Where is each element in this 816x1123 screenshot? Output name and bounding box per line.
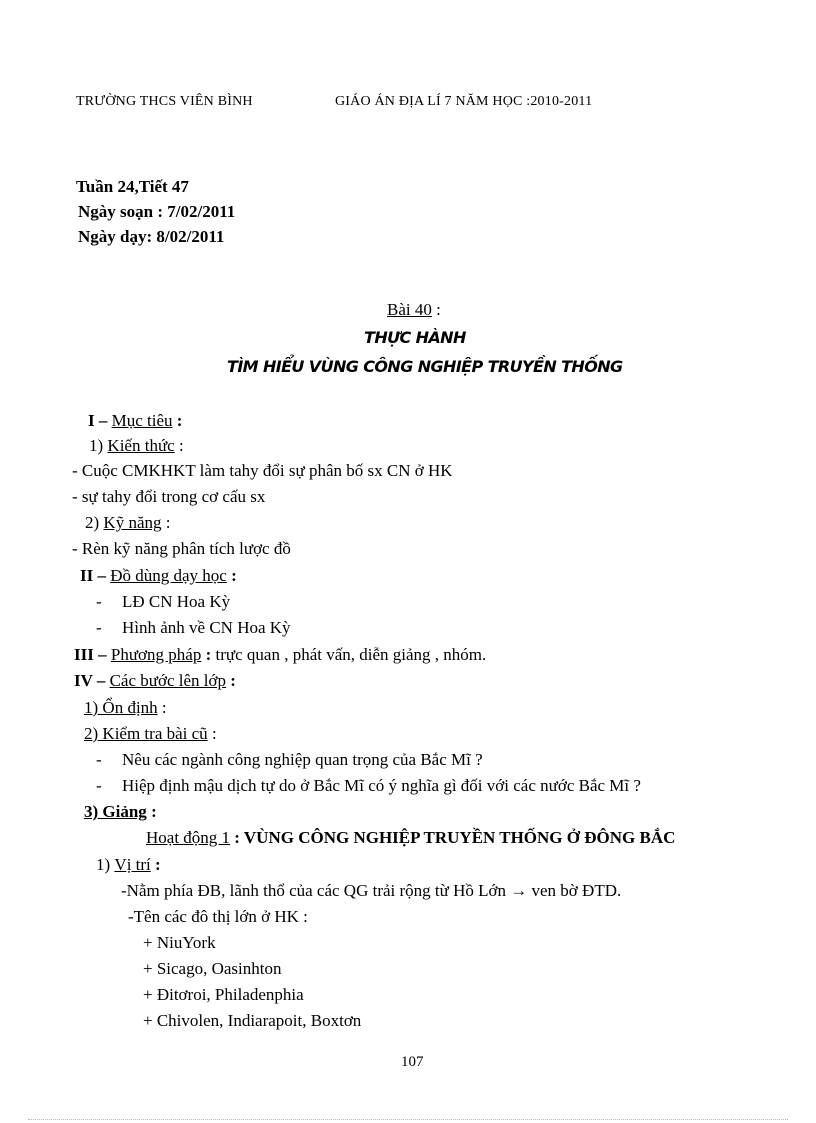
section-3-line xyxy=(74,645,486,665)
step-3 xyxy=(84,802,157,822)
section-3-title: Phương pháp xyxy=(110,645,202,664)
lesson-colon: : xyxy=(431,300,441,319)
skills-colon: : xyxy=(161,513,171,532)
city-item-1: + NiuYork xyxy=(143,933,216,952)
step-2 xyxy=(84,724,217,744)
skills-heading xyxy=(85,513,170,533)
review-question: - Nêu các ngành công nghiệp quan trọng của Bắc Mĩ ? xyxy=(96,750,483,769)
lesson-label: Bài 40 xyxy=(387,300,432,319)
knowledge-heading xyxy=(89,436,184,456)
section-3-number: III – xyxy=(74,645,107,664)
step-1-title: 1) Ổn định xyxy=(84,698,158,717)
title-line-1: THỰC HÀNH xyxy=(364,328,466,347)
section-1-number: I – xyxy=(88,411,108,430)
position-title: Vị trí xyxy=(114,855,151,874)
activity-1-label: Hoạt động 1 xyxy=(146,828,231,847)
page-number: 107 xyxy=(401,1054,424,1070)
knowledge-item-1: - Cuộc CMKHKT làm tahy đổi sự phân bố sx CN ở HK xyxy=(72,461,453,480)
review-question-2: Hiệp định mậu dịch tự do ở Bắc Mĩ có ý nghĩa gì đối với các nước Bắc Mĩ ? xyxy=(122,776,641,795)
section-1-title: Mục tiêu xyxy=(111,411,173,430)
knowledge-item-2: - sự tahy đổi trong cơ cấu sx xyxy=(72,487,266,506)
section-4-title: Các bước lên lớp xyxy=(109,671,227,690)
knowledge-number: 1) xyxy=(89,436,104,455)
review-question-1: Nêu các ngành công nghiệp quan trọng của Bắc Mĩ ? xyxy=(122,750,483,769)
section-2-number: II – xyxy=(80,566,106,585)
lesson-plan-title: GIÁO ÁN ĐỊA LÍ 7 NĂM HỌC :2010-2011 xyxy=(335,94,593,109)
section-2-colon: : xyxy=(226,566,237,585)
knowledge-title: Kiến thức xyxy=(107,436,175,455)
review-question: - Hiệp định mậu dịch tự do ở Bắc Mĩ có ý nghĩa gì đối với các nước Bắc Mĩ ? xyxy=(96,776,641,795)
city-item-2: + Sicago, Oasinhton xyxy=(143,959,282,978)
step-2-title: 2) Kiểm tra bài cũ xyxy=(84,724,208,743)
week-period: Tuần 24,Tiết 47 xyxy=(76,177,189,196)
step-1-colon: : xyxy=(157,698,167,717)
city-item-3: + Đitơroi, Philadenphia xyxy=(143,985,304,1004)
school-name: TRƯỜNG THCS VIÊN BÌNH xyxy=(76,94,253,109)
section-2-heading xyxy=(80,566,237,586)
materials-item-1: LĐ CN Hoa Kỳ xyxy=(122,592,231,611)
section-4-colon: : xyxy=(226,671,236,690)
step-3-colon: : xyxy=(146,802,157,821)
title-line-2: TÌM HIỂU VÙNG CÔNG NGHIỆP TRUYỀN THỐNG xyxy=(227,357,623,376)
position-heading xyxy=(96,855,161,875)
skills-item-1: - Rèn kỹ năng phân tích lược đồ xyxy=(72,539,291,558)
page-bottom-border xyxy=(28,1119,788,1120)
section-4-number: IV – xyxy=(74,671,106,690)
step-2-colon: : xyxy=(207,724,217,743)
date-prepared: Ngày soạn : 7/02/2011 xyxy=(78,202,236,221)
section-2-title: Đồ dùng dạy học xyxy=(110,566,227,585)
lesson-number xyxy=(387,300,441,320)
section-3-text: trực quan , phát vấn, diễn giảng , nhóm. xyxy=(211,645,487,664)
step-1 xyxy=(84,698,167,718)
position-colon: : xyxy=(150,855,161,874)
section-1-heading xyxy=(88,411,182,431)
knowledge-colon: : xyxy=(174,436,184,455)
section-4-heading xyxy=(74,671,236,691)
activity-1-heading xyxy=(146,828,675,848)
step-3-title: 3) Giảng xyxy=(84,802,147,821)
position-text: -Nằm phía ĐB, lãnh thổ của các QG trải rộng từ Hồ Lớn → ven bờ ĐTD. xyxy=(121,881,622,900)
skills-number: 2) xyxy=(85,513,100,532)
skills-title: Kỹ năng xyxy=(103,513,162,532)
cities-intro: -Tên các đô thị lớn ở HK : xyxy=(128,907,308,926)
materials-item: - Hình ảnh về CN Hoa Kỳ xyxy=(96,618,291,637)
section-1-colon: : xyxy=(172,411,183,430)
activity-1-title: : VÙNG CÔNG NGHIỆP TRUYỀN THỐNG Ở ĐÔNG BẮC xyxy=(230,828,676,847)
materials-item: - LĐ CN Hoa Kỳ xyxy=(96,592,231,611)
materials-item-2: Hình ảnh về CN Hoa Kỳ xyxy=(122,618,291,637)
date-taught: Ngày dạy: 8/02/2011 xyxy=(78,227,225,246)
section-3-colon: : xyxy=(201,645,212,664)
position-number: 1) xyxy=(96,855,111,874)
city-item-4: + Chivolen, Indiarapoit, Boxtơn xyxy=(143,1011,362,1030)
